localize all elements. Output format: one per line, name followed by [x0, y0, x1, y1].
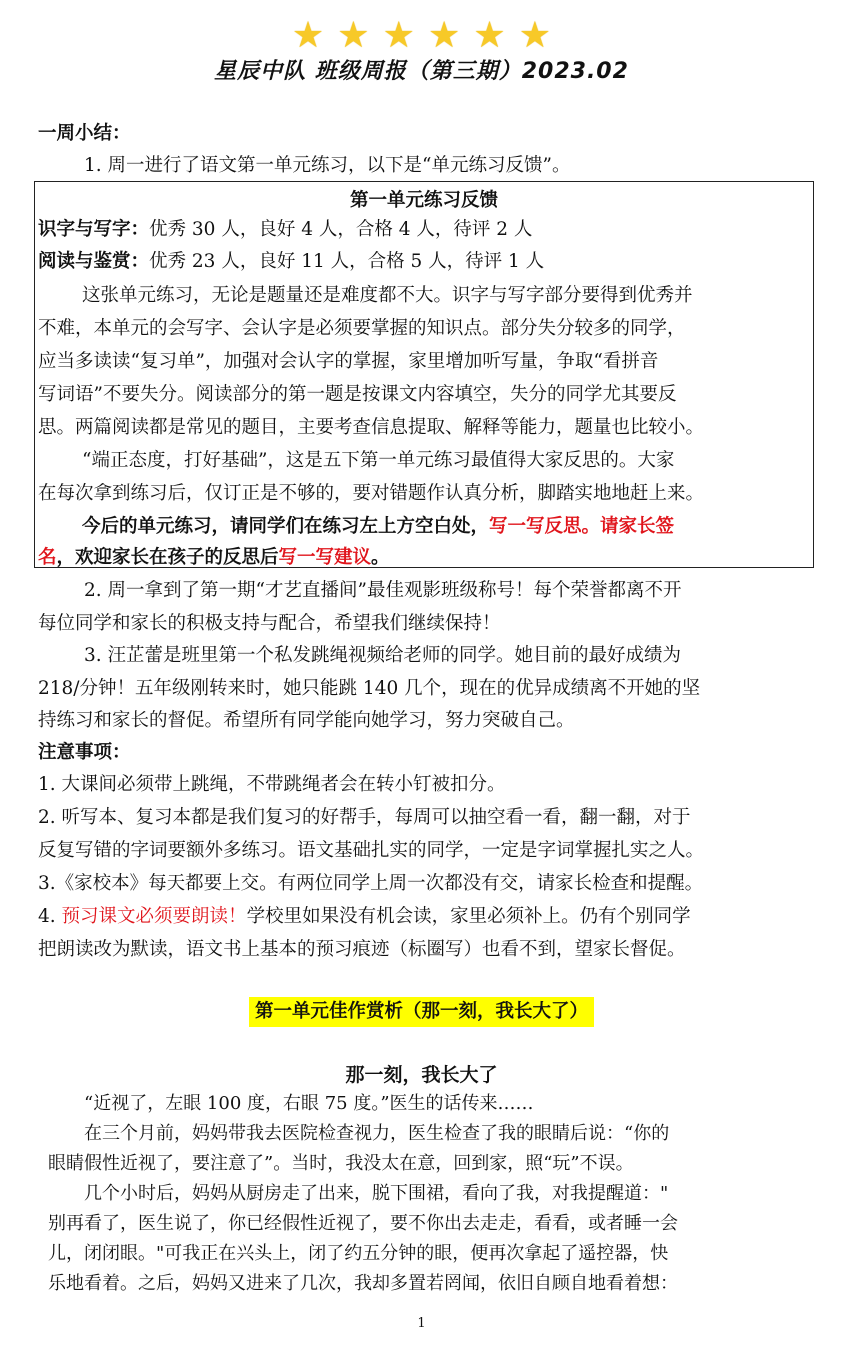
essay-line: 在三个月前，妈妈带我去医院检查视力，医生检查了我的眼睛后说：“你的: [84, 1123, 670, 1144]
summary-item-1: 1. 周一进行了语文第一单元练习，以下是“单元练习反馈”。: [84, 155, 571, 176]
star-icon: ★: [291, 15, 325, 56]
note-4-line1: [38, 904, 691, 930]
summary-heading: 一周小结：: [38, 123, 131, 144]
instruction-highlight: 写一写建议: [278, 547, 372, 568]
feedback-para-line: 这张单元练习，无论是题量还是难度都不大。识字与写字部分要得到优秀并: [82, 285, 693, 306]
note-1: 1. 大课间必须带上跳绳，不带跳绳者会在转小钉被扣分。: [38, 774, 506, 795]
feedback-row-label: 阅读与鉴赏：: [38, 251, 150, 272]
notes-heading: 注意事项：: [38, 742, 131, 763]
feedback-instruction-line2: [38, 545, 390, 571]
note-4-line2: 把朗读改为默读，语文书上基本的预习痕迹（标圈写）也看不到，望家长督促。: [38, 939, 686, 960]
essay-section-banner: [0, 997, 843, 1027]
feedback-row-text: 优秀 23 人，良好 11 人，合格 5 人，待评 1 人: [149, 251, 545, 272]
star-row: [0, 16, 843, 56]
feedback-para-line: “端正态度，打好基础”，这是五下第一单元练习最值得大家反思的。大家: [82, 450, 675, 471]
instruction-text: ，欢迎家长在孩子的反思后: [56, 547, 279, 568]
instruction-highlight: 名: [38, 547, 57, 568]
page-number: 1: [417, 1316, 426, 1331]
feedback-box-title: 第一单元练习反馈: [349, 190, 498, 211]
instruction-highlight: 写一写反思: [489, 516, 582, 537]
essay-title: 那一刻，我长大了: [345, 1064, 498, 1086]
instruction-text: 。: [371, 547, 390, 568]
feedback-row-reading: [38, 249, 544, 275]
instruction-text: 今后的单元练习，请同学们在练习左上方空白处，: [82, 516, 490, 537]
note-3: 3.《家校本》每天都要上交。有两位同学上周一次都没有交，请家长检查和提醒。: [38, 873, 704, 894]
note-2-line: 2. 听写本、复习本都是我们复习的好帮手，每周可以抽空看一看，翻一翻，对于: [38, 807, 691, 828]
essay-line: 眼睛假性近视了，要注意了”。当时，我没太在意，回到家，照“玩”不误。: [48, 1153, 634, 1174]
feedback-para-line: 应当多读读“复习单”，加强对会认字的掌握，家里增加听写量，争取“看拼音: [38, 351, 659, 372]
essay-line: 几个小时后，妈妈从厨房走了出来，脱下围裙，看向了我，对我提醒道：": [84, 1183, 669, 1204]
feedback-para-line: 不难，本单元的会写字、会认字是必须要掌握的知识点。部分失分较多的同学，: [38, 318, 686, 339]
essay-line: 别再看了，医生说了，你已经假性近视了，要不你出去走走，看看，或者睡一会: [48, 1213, 678, 1234]
star-icon: ★: [382, 15, 415, 56]
note-text: 学校里如果没有机会读，家里必须补上。仍有个别同学: [246, 906, 691, 927]
feedback-para-line: 在每次拿到练习后，仅订正是不够的，要对错题作认真分析，脚踏实地地赶上来。: [38, 483, 705, 504]
summary-item-3-line: 3. 汪芷蕾是班里第一个私发跳绳视频给老师的同学。她目前的最好成绩为: [84, 645, 682, 666]
feedback-para-line: 写词语”不要失分。阅读部分的第一题是按课文内容填空，失分的同学尤其要反: [38, 384, 677, 405]
feedback-row-writing: [38, 217, 532, 243]
star-icon: ★: [518, 15, 552, 56]
essay-line: 乐地看着。之后，妈妈又进来了几次，我却多置若罔闻，依旧自顾自地看着想：: [48, 1273, 678, 1294]
summary-item-2-line: 每位同学和家长的积极支持与配合，希望我们继续保持！: [38, 613, 501, 634]
summary-item-3-line: 218/分钟！五年级刚转来时，她只能跳 140 几个，现在的优异成绩离不开她的坚: [38, 678, 701, 699]
note-text: 4.: [38, 906, 62, 927]
star-icon: ★: [473, 15, 506, 56]
summary-item-3-line: 持练习和家长的督促。希望所有同学能向她学习，努力突破自己。: [38, 710, 575, 731]
feedback-para-line: 思。两篇阅读都是常见的题目，主要考查信息提取、解释等能力，题量也比较小。: [38, 417, 705, 438]
essay-section-title: 第一单元佳作赏析（那一刻，我长大了）: [249, 997, 594, 1027]
essay-line: 儿，闭闭眼。"可我正在兴头上，闭了约五分钟的眼，便再次拿起了遥控器，快: [48, 1243, 669, 1264]
feedback-row-text: 优秀 30 人，良好 4 人，合格 4 人，待评 2 人: [149, 219, 533, 240]
essay-paragraph-1: “近视了，左眼 100 度，右眼 75 度。”医生的话传来……: [84, 1093, 534, 1114]
summary-item-2-line: 2. 周一拿到了第一期“才艺直播间”最佳观影班级称号！每个荣誉都离不开: [84, 580, 682, 601]
instruction-highlight: 请家长签: [600, 516, 675, 537]
star-icon: ★: [337, 15, 370, 56]
note-2-line: 反复写错的字词要额外多练习。语文基础扎实的同学，一定是字词掌握扎实之人。: [38, 840, 705, 861]
instruction-text: 。: [581, 516, 601, 537]
note-highlight: 预习课文必须要朗读！: [61, 906, 247, 927]
star-icon: ★: [428, 15, 461, 56]
page-title: 星辰中队 班级周报（第三期）2023.02: [214, 59, 629, 84]
feedback-instruction-line1: [82, 514, 674, 540]
feedback-row-label: 识字与写字：: [38, 219, 150, 240]
